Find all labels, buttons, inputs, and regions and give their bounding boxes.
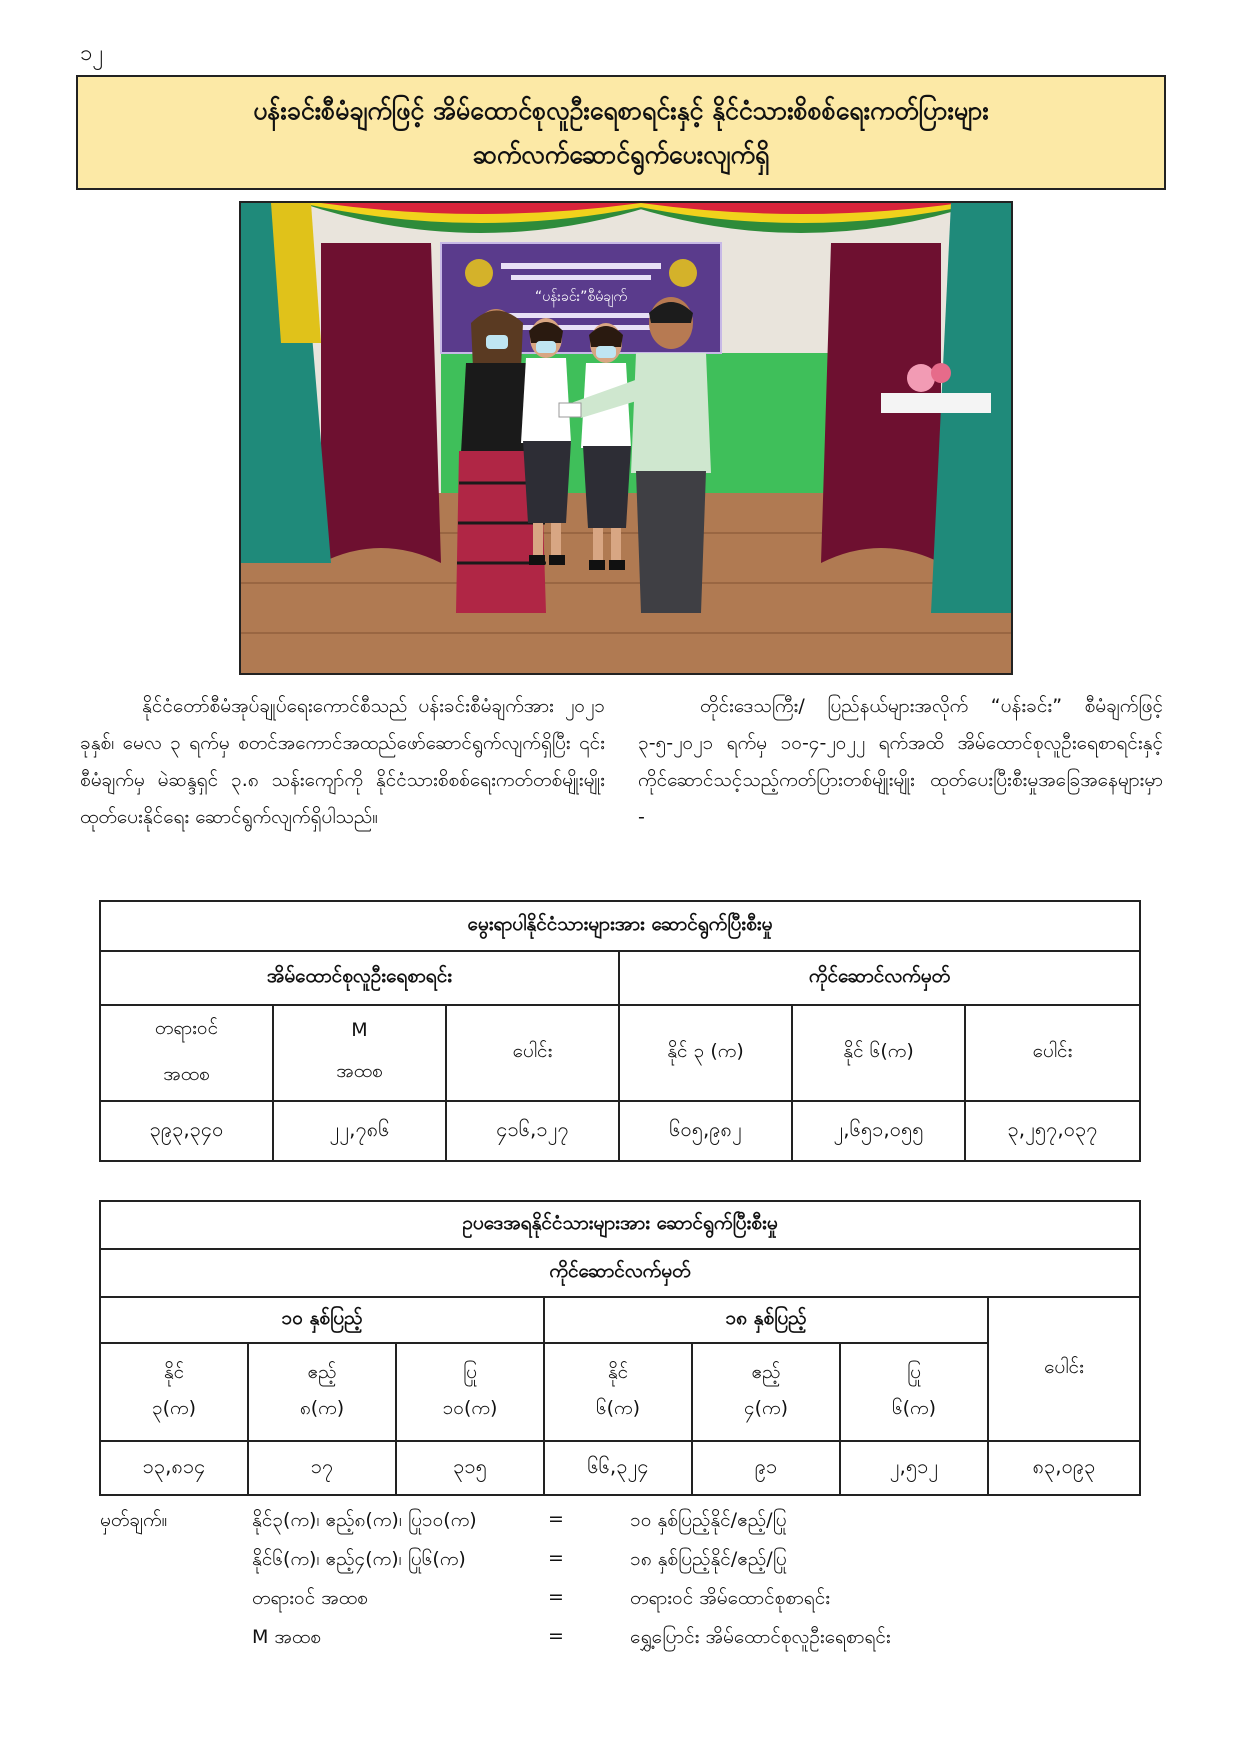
note-equals: = <box>548 1586 564 1608</box>
table2-header-cell <box>544 1343 692 1441</box>
table1-title: မွေးရာပါနိုင်ငံသားများအား ဆောင်ရွက်ပြီးစီးမှု <box>100 901 1140 951</box>
note-equals: = <box>548 1625 564 1647</box>
table1-header-cell: ပေါင်း <box>446 1005 619 1101</box>
table1-header-cell: နိုင် ၃ (က) <box>619 1005 792 1101</box>
table2-value-cell: ၆၆,၃၂၄ <box>544 1441 692 1495</box>
born-citizens-table <box>99 900 1141 1162</box>
table1-value-cell: ၆၀၅,၉၈၂ <box>619 1101 792 1161</box>
header-line: ၁၀(က) <box>442 1397 498 1419</box>
header-line: ပြု <box>462 1361 478 1383</box>
table1-value-cell: ၂၂,၇၈၆ <box>273 1101 446 1161</box>
table1-header-cell <box>273 1005 446 1101</box>
headline-line-1: ပန်းခင်းစီမံချက်ဖြင့် အိမ်ထောင်စုလူဦးရေစာရင်းနှင့် နိုင်ငံသားစိစစ်ရေးကတ်ပြားများ <box>253 95 989 125</box>
note-equals: = <box>548 1508 564 1530</box>
table2-value-cell: ၁၇ <box>248 1441 396 1495</box>
note-row <box>100 1508 1060 1547</box>
note-value: ရွှေ့ပြောင်း အိမ်ထောင်စုလူဦးရေစာရင်း <box>630 1626 891 1648</box>
table2-header-cell <box>100 1343 248 1441</box>
headline-box <box>76 75 1166 190</box>
table1-header-cell <box>100 1005 273 1101</box>
header-line: ၆(က) <box>595 1397 641 1419</box>
table2-value-cell: ၉၁ <box>692 1441 840 1495</box>
table2-value-cell: ၈၃,၀၉၃ <box>988 1441 1140 1495</box>
header-line: အထစ <box>336 1060 383 1082</box>
table1-value-cell: ၂,၆၅၁,၀၅၅ <box>792 1101 965 1161</box>
naturalized-citizens-table <box>99 1200 1141 1496</box>
right-paragraph <box>638 688 1163 836</box>
note-value: ၁၀ နှစ်ပြည့်နိုင်/ဧည့်/ပြု <box>630 1509 787 1531</box>
header-line: နိုင် <box>163 1361 185 1383</box>
header-line: ဧည့် <box>307 1361 337 1383</box>
header-line: M <box>351 1019 368 1041</box>
table2-value-cell: ၃၁၅ <box>396 1441 544 1495</box>
table2-header-cell <box>692 1343 840 1441</box>
note-value: ၁၈ နှစ်ပြည့်နိုင်/ဧည့်/ပြု <box>630 1548 787 1570</box>
table1-header-cell: နိုင် ၆(က) <box>792 1005 965 1101</box>
table2-total-header: ပေါင်း <box>988 1297 1140 1441</box>
table2-header-cell <box>248 1343 396 1441</box>
table2-header-cell <box>840 1343 988 1441</box>
header-line: ၈(က) <box>299 1397 345 1419</box>
header-line: ၄(က) <box>743 1397 789 1419</box>
note-equals: = <box>548 1547 564 1569</box>
note-key: နိုင်၆(က)၊ ဧည့်၄(က)၊ ပြု၆(က) <box>252 1548 466 1570</box>
table1-value-cell: ၃၉၃,၃၄၀ <box>100 1101 273 1161</box>
banner-title: “ပန်းခင်း”စီမံချက် <box>534 289 628 305</box>
header-line: ဧည့် <box>751 1361 781 1383</box>
header-line: ပြု <box>906 1361 922 1383</box>
note-row <box>100 1547 1060 1586</box>
table2-subtitle: ကိုင်ဆောင်လက်မှတ် <box>100 1249 1140 1297</box>
table2-group-18yr: ၁၈ နှစ်ပြည့် <box>544 1297 988 1343</box>
header-line: အထစ <box>163 1063 210 1085</box>
page-number: ၁၂ <box>80 41 104 66</box>
left-paragraph-text: နိုင်ငံတော်စီမံအုပ်ချုပ်ရေးကောင်စီသည် ပန်းခင်းစီမံချက်အား ၂၀၂၁ ခုနှစ်၊ မေလ ၃ ရက်မှ စတင်အကောင်အထည်ဖော်ဆောင်ရွက်လျက်ရှိပြီး ၎င်းစီမံချက်မှ မဲဆန္ဒရှင် ၃.၈ သန်းကျော်ကို နိုင်ငံသားစိစစ်ရေးကတ်တစ်မျိုးမျိုးထုတ်ပေးနိုင်ရေး ဆောင်ရွက်လျက်ရှိပါသည်။ <box>80 695 605 828</box>
table1-header-cell: ပေါင်း <box>965 1005 1140 1101</box>
header-line: ၆(က) <box>891 1397 937 1419</box>
note-value: တရားဝင် အိမ်ထောင်စုစာရင်း <box>630 1587 831 1609</box>
right-paragraph-text: တိုင်းဒေသကြီး/ ပြည်နယ်များအလိုက် “ပန်းခင်း” စီမံချက်ဖြင့် ၃-၅-၂၀၂၁ ရက်မှ ၁၀-၄-၂၀၂၂ ရက်အထိ အိမ်ထောင်စုလူဦးရေစာရင်းနှင့် ကိုင်ဆောင်သင့်သည့်ကတ်ပြားတစ်မျိုးမျိုး ထုတ်ပေးပြီးစီးမှုအခြေအနေများမှာ - <box>638 695 1163 828</box>
table1-group-household: အိမ်ထောင်စုလူဦးရေစာရင်း <box>100 951 619 1005</box>
table2-value-cell: ၂,၅၁၂ <box>840 1441 988 1495</box>
note-key: နိုင်၃(က)၊ ဧည့်၈(က)၊ ပြု၁၀(က) <box>252 1509 477 1531</box>
note-row <box>100 1586 1060 1625</box>
header-line: နိုင် <box>607 1361 629 1383</box>
table2-title: ဥပဒေအရနိုင်ငံသားများအား ဆောင်ရွက်ပြီးစီးမှု <box>100 1201 1140 1249</box>
note-key: M အထစ <box>252 1626 321 1648</box>
table1-value-cell: ၄၁၆,၁၂၇ <box>446 1101 619 1161</box>
table1-group-card: ကိုင်ဆောင်လက်မှတ် <box>619 951 1140 1005</box>
table2-group-10yr: ၁၀ နှစ်ပြည့် <box>100 1297 544 1343</box>
header-line: တရားဝင် <box>154 1017 219 1039</box>
table2-header-cell <box>396 1343 544 1441</box>
event-photo <box>239 201 1013 675</box>
event-photo-illustration <box>241 203 1011 673</box>
table1-value-cell: ၃,၂၅၇,၀၃၇ <box>965 1101 1140 1161</box>
headline-line-2: ဆက်လက်ဆောင်ရွက်ပေးလျက်ရှိ <box>472 139 770 169</box>
note-key: တရားဝင် အထစ <box>252 1587 368 1609</box>
notes-heading: မှတ်ချက်။ <box>100 1509 168 1531</box>
notes-section <box>100 1508 1060 1664</box>
table2-value-cell: ၁၃,၈၁၄ <box>100 1441 248 1495</box>
left-paragraph <box>80 688 605 836</box>
header-line: ၃(က) <box>151 1397 197 1419</box>
note-row <box>100 1625 1060 1664</box>
